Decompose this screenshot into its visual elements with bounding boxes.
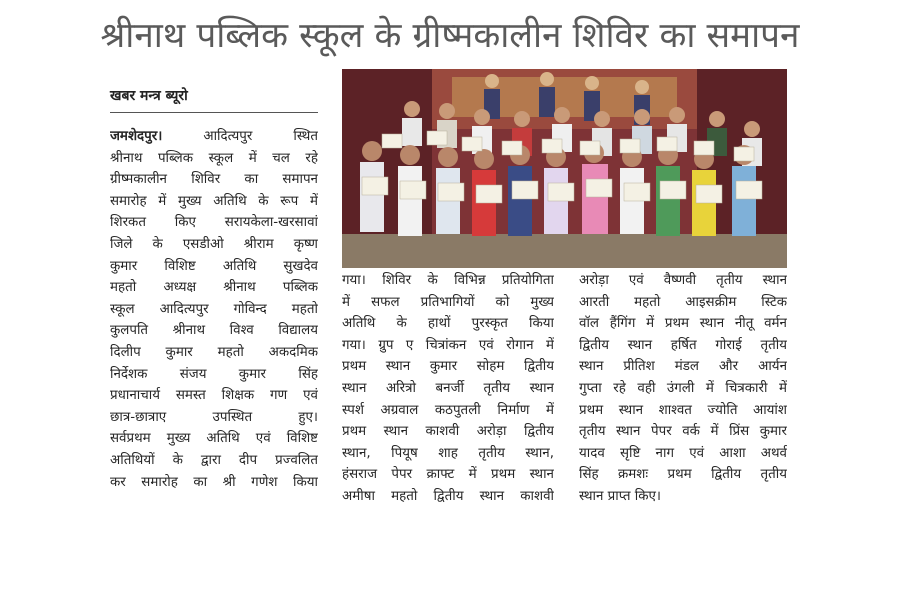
news-photo (342, 69, 787, 268)
article-line: अरोड़ा एवं वैष्णवी तृतीय स्थान (579, 273, 787, 288)
headline: श्रीनाथ पब्लिक स्कूल के ग्रीष्मकालीन शिविर का समापन (100, 16, 800, 56)
article-line: प्रथम स्थान काशवी अरोड़ा द्वितीय (342, 424, 554, 440)
article-line: निर्देशक संजय कुमार सिंह (110, 366, 318, 382)
article-line: अतिथि के हाथों पुरस्कृत किया (342, 316, 554, 332)
article-line: अतिथियों के द्वारा दीप प्रज्वलित (110, 452, 318, 468)
article-line: प्रधानाचार्य समस्त शिक्षक गण एवं (110, 388, 318, 404)
article-line: प्रथम स्थान शाश्वत ज्योति आयांश (579, 402, 787, 418)
byline-rule (110, 112, 318, 113)
article-line: स्थान, पियूष शाह तृतीय स्थान, (342, 445, 554, 461)
article-line: हंसराज पेपर क्राफ्ट में प्रथम स्थान (342, 467, 554, 483)
article-line: छात्र-छात्राए उपस्थित हुए। (110, 409, 318, 425)
article-line: जिले के एसडीओ श्रीराम कृष्ण (110, 236, 318, 252)
article-line: में सफल प्रतिभागियों को मुख्य (342, 294, 554, 310)
article-line: गुप्ता रहे वही उंगली में चित्रकारी में (579, 380, 787, 396)
article-line: कर समारोह का श्री गणेश किया (110, 474, 318, 490)
article-column-1 (110, 126, 318, 493)
article-line: कुमार विशिष्ट अतिथि सुखदेव (110, 258, 318, 274)
article-line: समारोह में मुख्य अतिथि के रूप में (110, 193, 318, 209)
article-line: महतो अध्यक्ष श्रीनाथ पब्लिक (110, 280, 318, 296)
article-line: कुलपति श्रीनाथ विश्व विद्यालय (110, 323, 318, 339)
article-line: अमीषा महतो द्वितीय स्थान काशवी (342, 488, 554, 504)
article-line: शिरकत किए सरायकेला-खरसावां (110, 215, 318, 231)
article-line: स्कूल आदित्यपुर गोविन्द महतो (110, 301, 318, 317)
article-line: दिलीप कुमार महतो अकदमिक (110, 344, 318, 360)
article-line: द्वितीय स्थान हर्षित गोराई तृतीय (579, 337, 787, 353)
article-line: स्पर्श अग्रवाल कठपुतली निर्माण में (342, 402, 554, 418)
article-line: ग्रीष्मकालीन शिविर का समापन (110, 172, 318, 188)
article-line: सर्वप्रथम मुख्य अतिथि एवं विशिष्ट (110, 431, 318, 447)
article-line: सिंह क्रमशः प्रथम द्वितीय तृतीय (579, 467, 787, 483)
article-line: गया। शिविर के विभिन्न प्रतियोगिता (342, 273, 554, 288)
article-line: यादव सृष्टि नाग एवं आशा अथर्व (579, 445, 787, 461)
article-line: वॉल हैंगिंग में प्रथम स्थान नीतू वर्मन (579, 316, 787, 332)
byline: खबर मन्त्र ब्यूरो (110, 88, 188, 104)
dateline: जमशेदपुर। (110, 129, 163, 144)
article-line: स्थान प्राप्त किए। (579, 488, 661, 504)
article-line: स्थान अरित्रो बनर्जी तृतीय स्थान (342, 380, 554, 396)
article-line: श्रीनाथ पब्लिक स्कूल में चल रहे (110, 150, 318, 166)
article-line: जमशेदपुर। आदित्यपुर स्थित (110, 129, 318, 144)
article-line: तृतीय स्थान पेपर वर्क में प्रिंस कुमार (579, 424, 787, 440)
article-line: गया। ग्रुप ए चित्रांकन एवं रोगान में (342, 337, 554, 353)
article-column-2 (342, 270, 554, 508)
article-line: स्थान प्रीतिश मंडल और आर्यन (579, 359, 787, 375)
article-line: आरती महतो आइसक्रीम स्टिक (579, 294, 787, 310)
article-line: प्रथम स्थान कुमार सोहम द्वितीय (342, 359, 554, 375)
photo-illustration (342, 69, 787, 268)
article-column-3 (579, 270, 787, 508)
